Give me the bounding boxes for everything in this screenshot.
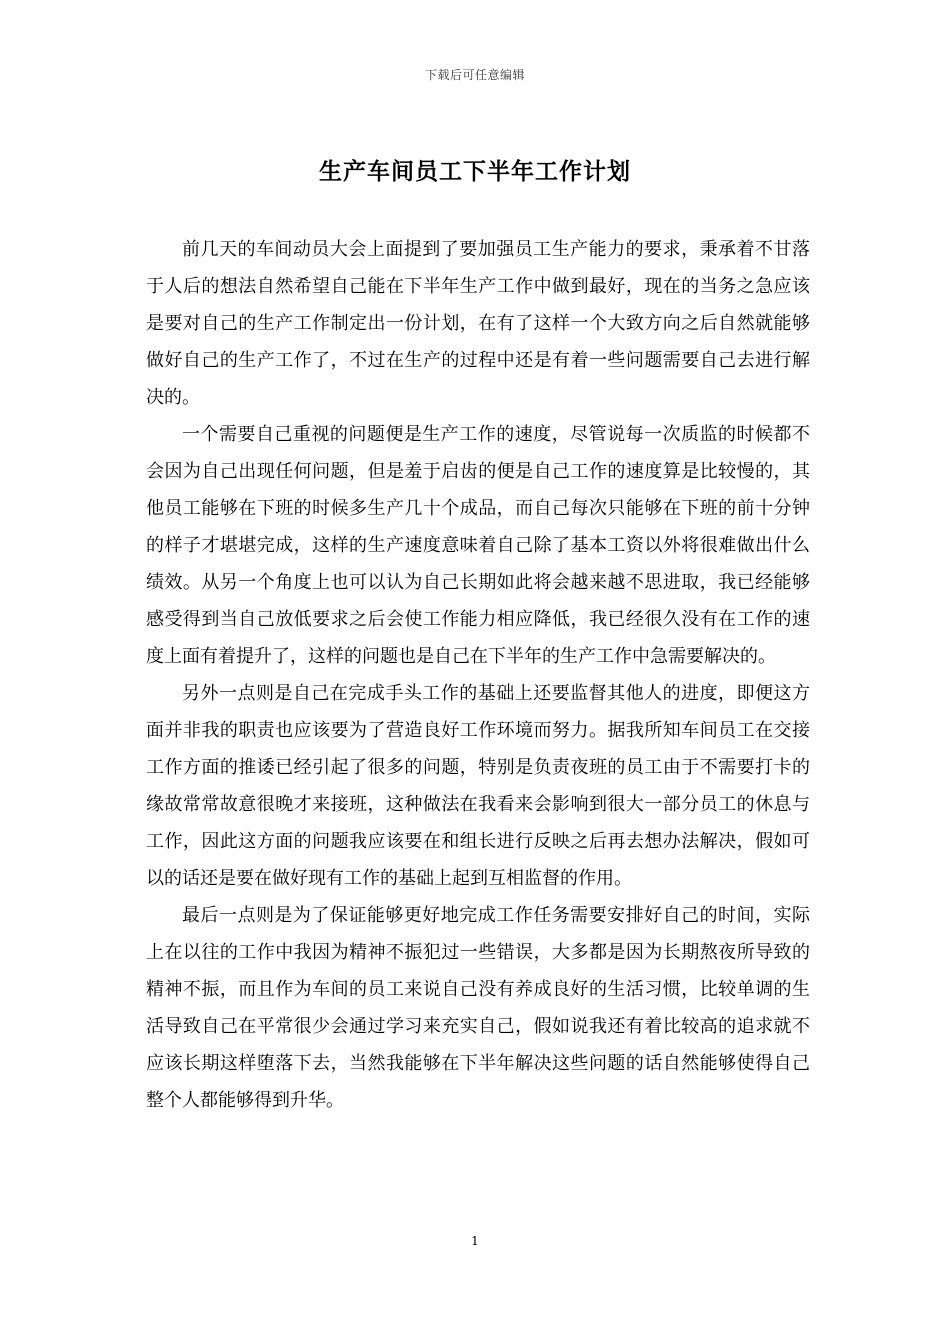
document-body [146,231,810,1119]
document-title: 生产车间员工下半年工作计划 [319,158,631,185]
header-note: 下载后可任意编辑 [424,68,525,82]
paragraph: 最后一点则是为了保证能够更好地完成工作任务需要安排好自己的时间，实际上在以往的工作中我因为精神不振犯过一些错误，大多都是因为长期熬夜所导致的精神不振，而且作为车间的员工来说自己没有养成良好的生活习惯，比较单调的生活导致自己在平常很少会通过学习来充实自己，假如说我还有着比较高的追求就不应该长期这样堕落下去，当然我能够在下半年解决这些问题的话自然能够使得自己整个人都能够得到升华。 [146,905,810,1111]
paragraph: 另外一点则是自己在完成手头工作的基础上还要监督其他人的进度，即便这方面并非我的职责也应该要为了营造良好工作环境而努力。据我所知车间员工在交接工作方面的推诿已经引起了很多的问题，特别是负责夜班的员工由于不需要打卡的缘故常常故意很晚才来接班，这种做法在我看来会影响到很大一部分员工的休息与工作，因此这方面的问题我应该要在和组长进行反映之后再去想办法解决，假如可以的话还是要在做好现有工作的基础上起到互相监督的作用。 [146,683,810,889]
paragraph: 一个需要自己重视的问题便是生产工作的速度，尽管说每一次质监的时候都不会因为自己出现任何问题，但是羞于启齿的便是自己工作的速度算是比较慢的，其他员工能够在下班的时候多生产几十个成品，而自己每次只能够在下班的前十分钟的样子才堪堪完成，这样的生产速度意味着自己除了基本工资以外将很难做出什么绩效。从另一个角度上也可以认为自己长期如此将会越来越不思进取，我已经能够感受得到当自己放低要求之后会使工作能力相应降低，我已经很久没有在工作的速度上面有着提升了，这样的问题也是自己在下半年的生产工作中急需要解决的。 [146,424,810,667]
page-number: 1 [471,1234,479,1248]
paragraph: 前几天的车间动员大会上面提到了要加强员工生产能力的要求，秉承着不甘落于人后的想法自然希望自己能在下半年生产工作中做到最好，现在的当务之急应该是要对自己的生产工作制定出一份计划，在有了这样一个大致方向之后自然就能够做好自己的生产工作了，不过在生产的过程中还是有着一些问题需要自己去进行解决的。 [146,239,810,408]
